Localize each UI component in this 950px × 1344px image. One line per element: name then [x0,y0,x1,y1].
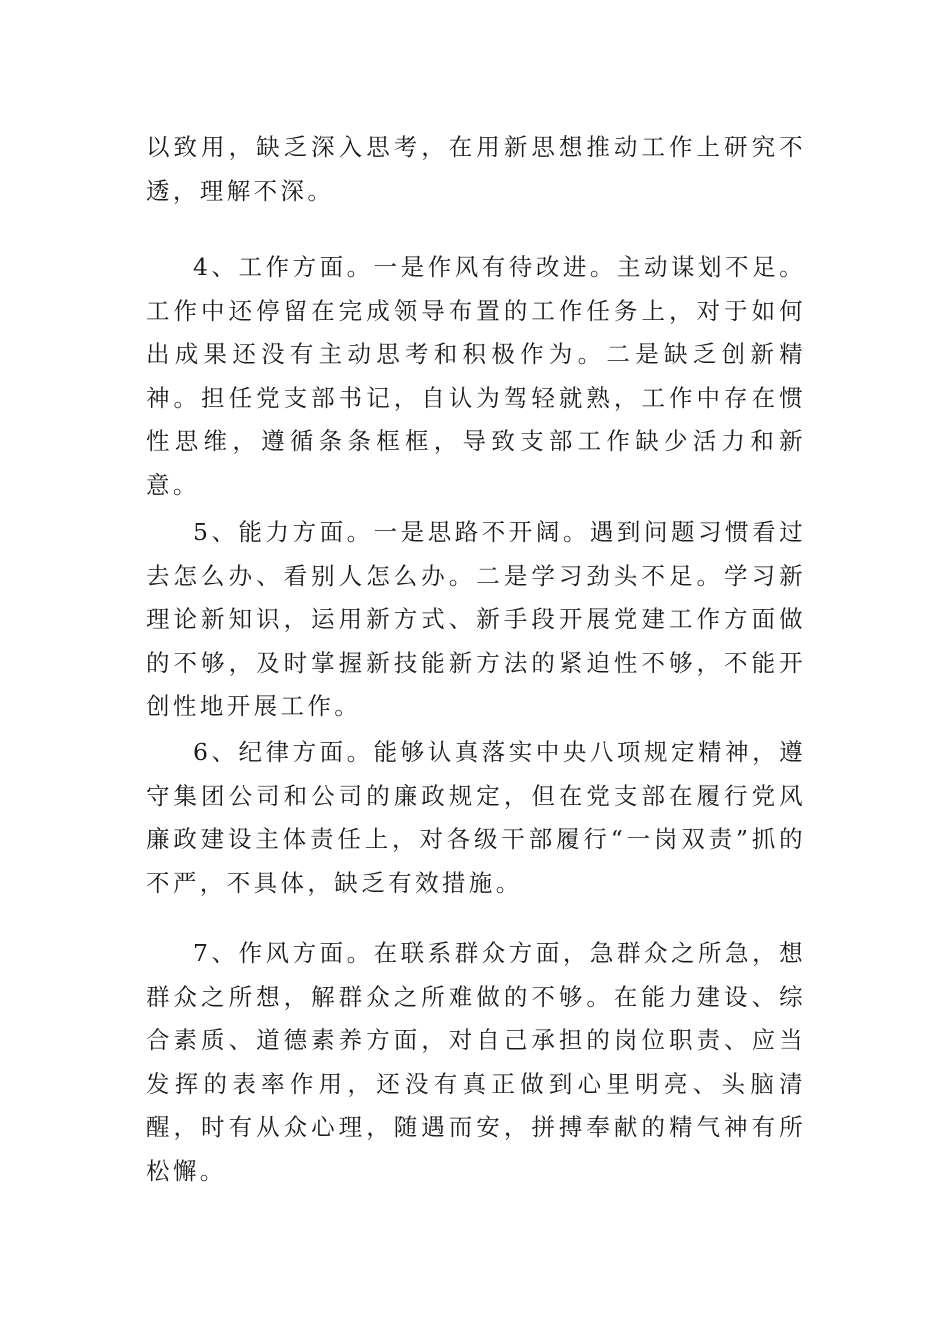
paragraph-continuation: 以致用，缺乏深入思考，在用新思想推动工作上研究不透，理解不深。 [146,133,806,205]
paragraph-style-aspect: 7、作风方面。在联系群众方面，急群众之所急，想群众之所想，解群众之所难做的不够。在能力建设、综合素质、道德素养方面，对自己承担的岗位职责、应当发挥的表率作用，还没有真正做到心里明亮、头脑清醒，时有从众心理，随遇而安，拼搏奉献的精气神有所松懈。 [146,939,806,1185]
paragraph-work-aspect: 4、工作方面。一是作风有待改进。主动谋划不足。工作中还停留在完成领导布置的工作任务上，对于如何出成果还没有主动思考和积极作为。二是缺乏创新精神。担任党支部书记，自认为驾轻就熟，工作中存在惯性思维，遵循条条框框，导致支部工作缺少活力和新意。 [146,253,806,499]
paragraph-discipline-aspect: 6、纪律方面。能够认真落实中央八项规定精神，遵守集团公司和公司的廉政规定，但在党支部在履行党风廉政建设主体责任上，对各级干部履行“一岗双责”抓的不严，不具体，缺乏有效措施。 [146,738,806,897]
paragraph-ability-aspect: 5、能力方面。一是思路不开阔。遇到问题习惯看过去怎么办、看别人怎么办。二是学习劲头不足。学习新理论新知识，运用新方式、新手段开展党建工作方面做的不够，及时掌握新技能新方法的紧迫性不够，不能开创性地开展工作。 [146,518,806,720]
